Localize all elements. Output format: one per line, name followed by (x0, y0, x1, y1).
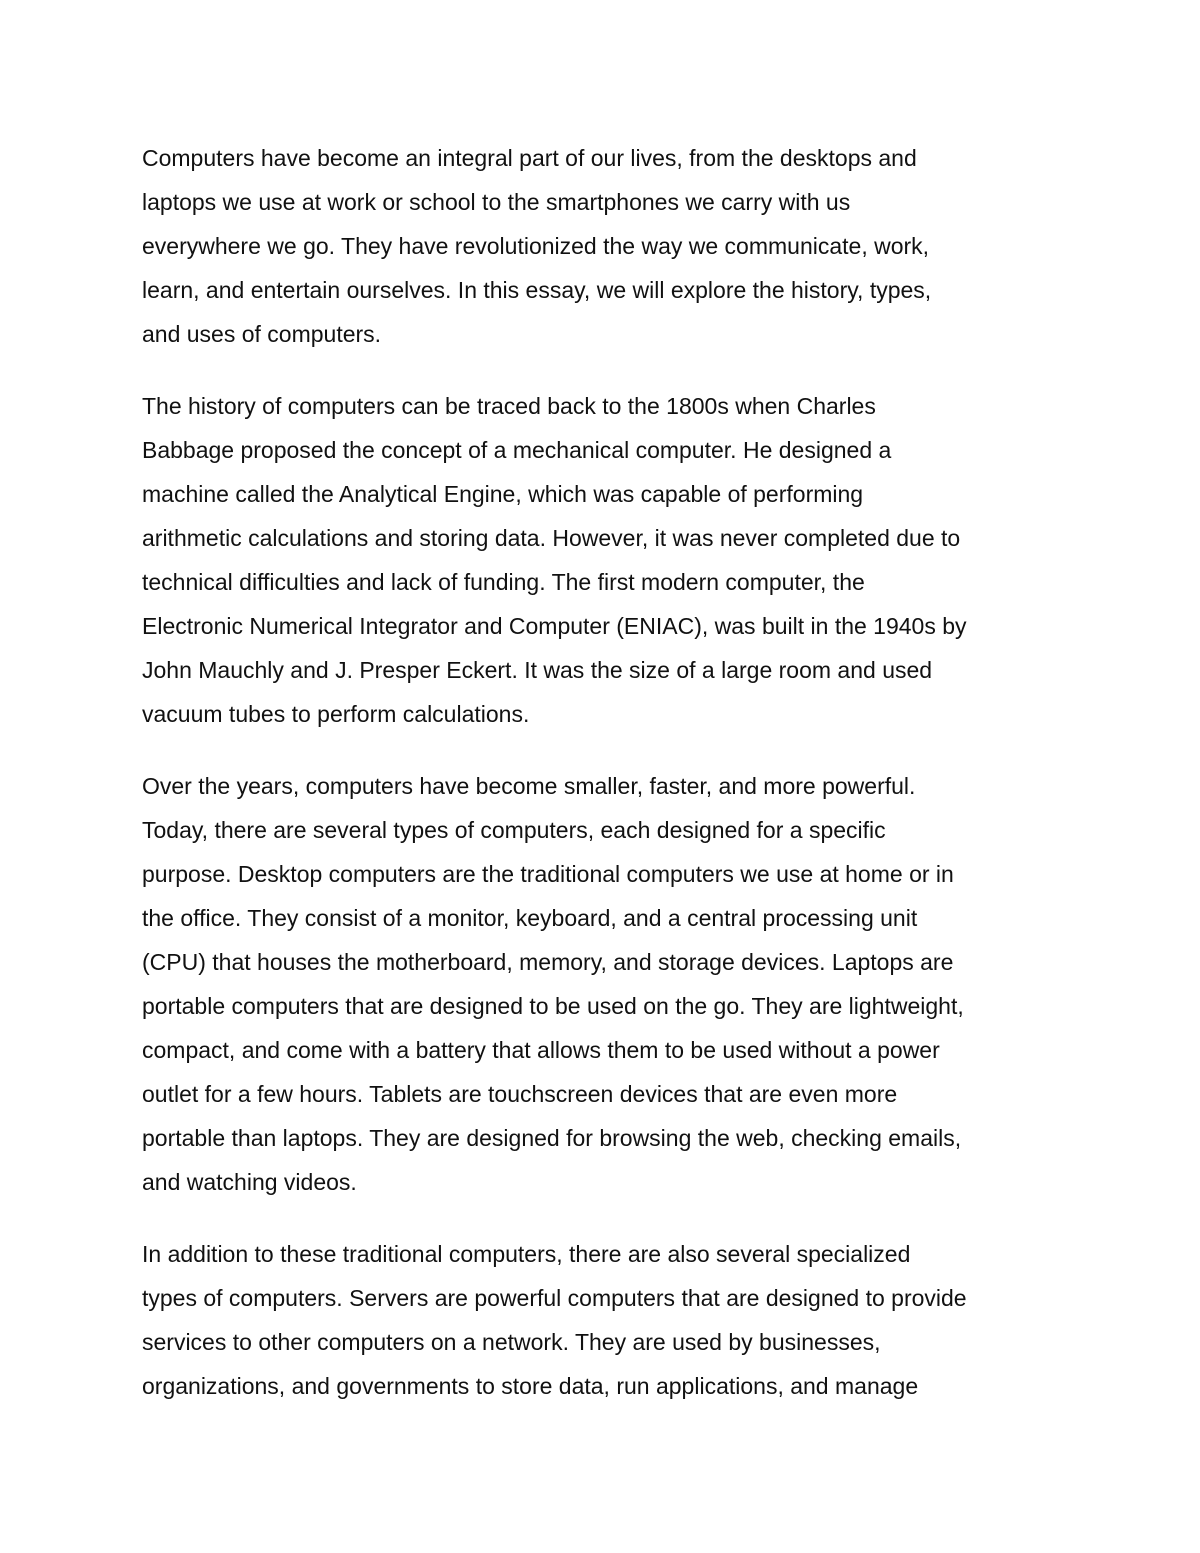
text-line: the office. They consist of a monitor, keyboard, and a central processing unit (142, 905, 918, 931)
text-line: and uses of computers. (142, 321, 382, 347)
paragraph-history (142, 384, 1072, 736)
text-line: types of computers. Servers are powerful computers that are designed to provide (142, 1285, 967, 1311)
paragraph-specialized (142, 1232, 1072, 1408)
text-line: machine called the Analytical Engine, which was capable of performing (142, 481, 864, 507)
text-line: (CPU) that houses the motherboard, memory, and storage devices. Laptops are (142, 949, 954, 975)
text-line: services to other computers on a network. They are used by businesses, (142, 1329, 881, 1355)
text-line: Electronic Numerical Integrator and Computer (ENIAC), was built in the 1940s by (142, 613, 967, 639)
text-line: purpose. Desktop computers are the traditional computers we use at home or in (142, 861, 954, 887)
text-line: The history of computers can be traced back to the 1800s when Charles (142, 393, 876, 419)
text-line: arithmetic calculations and storing data. However, it was never completed due to (142, 525, 961, 551)
text-line: organizations, and governments to store data, run applications, and manage (142, 1373, 919, 1399)
text-line: Computers have become an integral part of our lives, from the desktops and (142, 145, 917, 171)
text-line: and watching videos. (142, 1169, 357, 1195)
text-line: Babbage proposed the concept of a mechanical computer. He designed a (142, 437, 892, 463)
text-line: vacuum tubes to perform calculations. (142, 701, 530, 727)
text-line: compact, and come with a battery that allows them to be used without a power (142, 1037, 940, 1063)
text-line: technical difficulties and lack of funding. The first modern computer, the (142, 569, 865, 595)
text-line: In addition to these traditional computers, there are also several specialized (142, 1241, 911, 1267)
document-body (142, 136, 1072, 1436)
text-line: portable than laptops. They are designed for browsing the web, checking emails, (142, 1125, 962, 1151)
text-line: learn, and entertain ourselves. In this essay, we will explore the history, types, (142, 277, 932, 303)
text-line: Today, there are several types of computers, each designed for a specific (142, 817, 886, 843)
paragraph-introduction (142, 136, 1072, 356)
text-line: everywhere we go. They have revolutionized the way we communicate, work, (142, 233, 930, 259)
text-line: Over the years, computers have become smaller, faster, and more powerful. (142, 773, 916, 799)
text-line: John Mauchly and J. Presper Eckert. It was the size of a large room and used (142, 657, 933, 683)
text-line: laptops we use at work or school to the smartphones we carry with us (142, 189, 851, 215)
text-line: portable computers that are designed to be used on the go. They are lightweight, (142, 993, 964, 1019)
text-line: outlet for a few hours. Tablets are touchscreen devices that are even more (142, 1081, 898, 1107)
paragraph-types (142, 764, 1072, 1204)
